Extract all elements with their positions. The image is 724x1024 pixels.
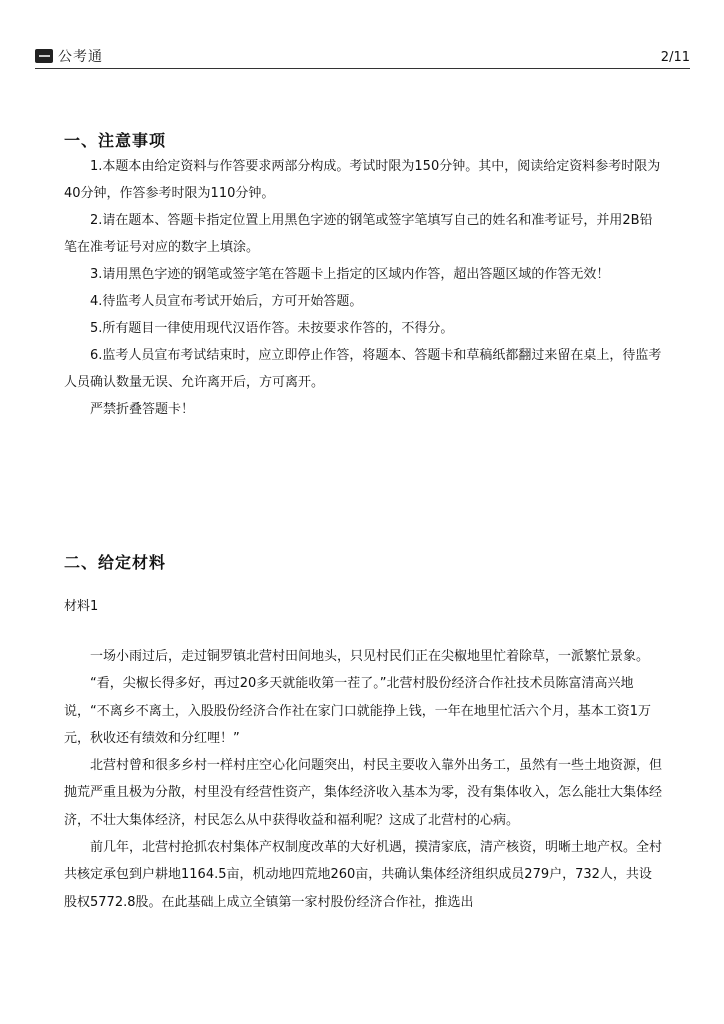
section-title: 二、给定材料 bbox=[64, 553, 167, 572]
material-paragraph: “看，尖椒长得多好，再过20多天就能收第一茬了。”北营村股份经济合作社技术员陈富清高兴地说，“不离乡不离土，入股股份经济合作社在家门口就能挣上钱，一年在地里忙活六个月，基本工资1万元，秋收还有绩效和分红哩！” bbox=[64, 676, 652, 746]
document-body bbox=[64, 130, 664, 910]
logo-text: 公考通 bbox=[58, 49, 103, 65]
page-indicator: 2/11 bbox=[660, 50, 690, 65]
material-paragraph: 北营村曾和很多乡村一样村庄空心化问题突出，村民主要收入靠外出务工，虽然有一些土地资源，但抛荒严重且极为分散，村里没有经营性资产，集体经济收入基本为零，没有集体收入，怎么能壮大集体经济，不壮大集体经济，村民怎么从中获得收益和福利呢？这成了北营村的心病。 bbox=[64, 758, 663, 828]
material-paragraph: 前几年，北营村抢抓农村集体产权制度改革的大好机遇，摸清家底，清产核资，明晰土地产权。全村共核定承包到户耕地1164.5亩，机动地四荒地260亩，共确认集体经济组织成员279户，732人，共设股权5772.8股。在此基础上成立全镇第一家村股份经济合作社，推选出 bbox=[64, 840, 663, 910]
section-title: 一、注意事项 bbox=[64, 131, 167, 150]
note-item: 5.所有题目一律使用现代汉语作答。未按要求作答的，不得分。 bbox=[90, 321, 454, 336]
logo-icon bbox=[35, 49, 53, 63]
page-header bbox=[35, 44, 690, 69]
section-materials bbox=[64, 552, 664, 916]
note-item: 严禁折叠答题卡！ bbox=[90, 402, 195, 417]
note-item: 2.请在题本、答题卡指定位置上用黑色字迹的钢笔或签字笔填写自己的姓名和准考证号，并用2B铅笔在准考证号对应的数字上填涂。 bbox=[64, 213, 653, 255]
note-item: 1.本题本由给定资料与作答要求两部分构成。考试时限为150分钟。其中，阅读给定资料参考时限为40分钟，作答参考时限为110分钟。 bbox=[64, 159, 661, 201]
logo bbox=[35, 46, 103, 66]
section-notes bbox=[64, 130, 664, 423]
material-paragraph: 一场小雨过后，走过铜罗镇北营村田间地头，只见村民们正在尖椒地里忙着除草，一派繁忙景象。 bbox=[90, 649, 650, 664]
note-item: 6.监考人员宣布考试结束时，应立即停止作答，将题本、答题卡和草稿纸都翻过来留在桌上，待监考人员确认数量无误、允许离开后，方可离开。 bbox=[64, 348, 662, 390]
note-item: 3.请用黑色字迹的钢笔或签字笔在答题卡上指定的区域内作答，超出答题区域的作答无效！ bbox=[90, 267, 610, 282]
note-item: 4.待监考人员宣布考试开始后，方可开始答题。 bbox=[90, 294, 363, 309]
material-label: 材料1 bbox=[64, 599, 99, 614]
